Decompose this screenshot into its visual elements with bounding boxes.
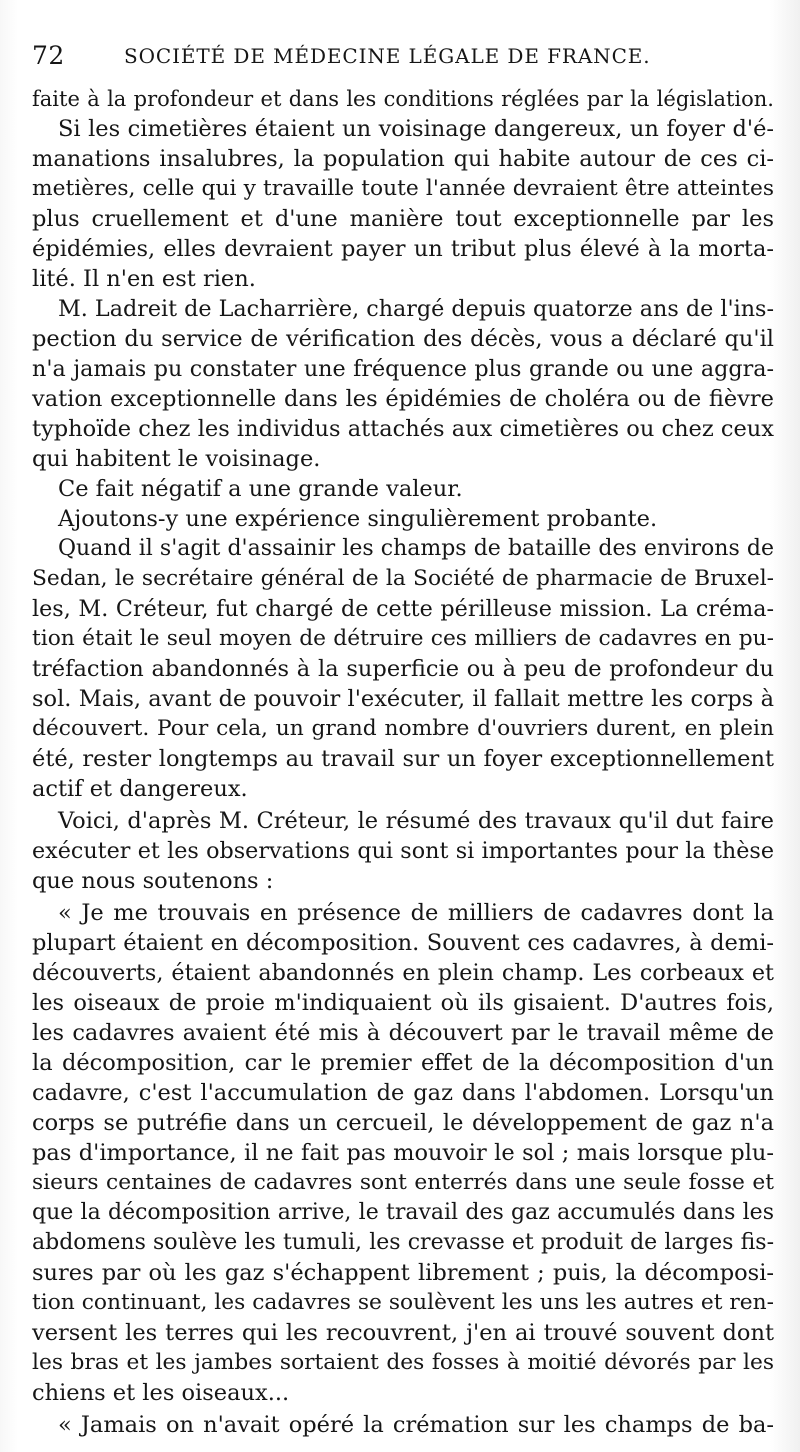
text-line: sol. Mais, avant de pouvoir l'exécuter, il fallait mettre les corps à bbox=[32, 686, 774, 712]
text-line: n'a jamais pu constater une fréquence plus grande ou une aggra- bbox=[32, 356, 774, 382]
quote-first-line: « Jamais on n'avait opéré la crémation sur les champs de ba- bbox=[58, 1412, 774, 1438]
running-head bbox=[32, 36, 772, 76]
quote-line: plupart étaient en décomposition. Souvent ces cadavres, à demi- bbox=[32, 930, 774, 956]
quote-line: pas d'importance, il ne fait pas mouvoir le sol ; mais lorsque plu- bbox=[32, 1140, 774, 1166]
text-line: tréfaction abandonnés à la superficie ou à peu de profondeur du bbox=[32, 656, 774, 682]
text-line: tion était le seul moyen de détruire ces milliers de cadavres en pu- bbox=[32, 626, 774, 651]
text-line: plus cruellement et d'une manière tout exceptionnelle par les bbox=[32, 206, 774, 232]
quote-line: sieurs centaines de cadavres sont enterrés dans une seule fosse et bbox=[32, 1170, 774, 1195]
quote-line: que la décomposition arrive, le travail des gaz accumulés dans les bbox=[32, 1200, 774, 1225]
paragraph-first-line: Quand il s'agit d'assainir les champs de bataille des environs de bbox=[58, 536, 774, 561]
quote-line: les bras et les jambes sortaient des fosses à moitié dévorés par les bbox=[32, 1350, 774, 1375]
quote-line: abdomens soulève les tumuli, les crevasse et produit de larges fis- bbox=[32, 1230, 774, 1255]
paragraph-first-line: Voici, d'après M. Créteur, le résumé des travaux qu'il dut faire bbox=[58, 808, 774, 834]
quote-first-line: « Je me trouvais en présence de milliers de cadavres dont la bbox=[58, 900, 774, 926]
quote-line: la décomposition, car le premier effet de la décomposition d'un bbox=[32, 1050, 774, 1076]
text-line: typhoïde chez les individus attachés aux cimetières ou chez ceux bbox=[32, 416, 774, 442]
paragraph-last-line: actif et dangereux. bbox=[32, 776, 248, 802]
quote-line: découverts, étaient abandonnés en plein champ. Les corbeaux et bbox=[32, 960, 774, 986]
text-line: manations insalubres, la population qui habite autour de ces ci- bbox=[32, 146, 774, 172]
text-line: été, rester longtemps au travail sur un foyer exceptionnellement bbox=[32, 746, 774, 772]
page-number: 72 bbox=[32, 41, 65, 70]
paragraph-first-line: Si les cimetières étaient un voisinage dangereux, un foyer d'é- bbox=[58, 116, 774, 142]
quote-line: corps se putréfie dans un cercueil, le développement de gaz n'a bbox=[32, 1110, 774, 1136]
quote-line: les oiseaux de proie m'indiquaient où ils gisaient. D'autres fois, bbox=[32, 990, 774, 1016]
text-line: exécuter et les observations qui sont si importantes pour la thèse bbox=[32, 838, 774, 864]
text-line: épidémies, elles devraient payer un tribut plus élevé à la morta- bbox=[32, 236, 774, 262]
text-line: faite à la profondeur et dans les conditions réglées par la législation. bbox=[32, 87, 774, 111]
quote-line: tion continuant, les cadavres se soulèvent les uns les autres et ren- bbox=[32, 1290, 774, 1315]
quote-line: cadavre, c'est l'accumulation de gaz dans l'abdomen. Lorsqu'un bbox=[32, 1080, 774, 1106]
quote-line: sures par où les gaz s'échappent librement ; puis, la décomposi- bbox=[32, 1260, 774, 1286]
text-line: vation exceptionnelle dans les épidémies de choléra ou de fièvre bbox=[32, 386, 774, 412]
paragraph-single-line: Ajoutons-y une expérience singulièrement probante. bbox=[58, 506, 658, 532]
paragraph-single-line: Ce fait négatif a une grande valeur. bbox=[58, 476, 463, 502]
running-title: SOCIÉTÉ DE MÉDECINE LÉGALE DE FRANCE. bbox=[124, 44, 651, 68]
paragraph-last-line: lité. Il n'en est rien. bbox=[32, 266, 256, 292]
text-line: découvert. Pour cela, un grand nombre d'ouvriers durent, en plein bbox=[32, 716, 774, 741]
text-line: Sedan, le secrétaire général de la Société de pharmacie de Bruxel- bbox=[32, 566, 774, 591]
text-line: les, M. Créteur, fut chargé de cette périlleuse mission. La créma- bbox=[32, 596, 774, 622]
quote-line: les cadavres avaient été mis à découvert par le travail même de bbox=[32, 1020, 774, 1046]
body-text bbox=[32, 84, 774, 1440]
paragraph-last-line: qui habitent le voisinage. bbox=[32, 446, 321, 472]
paragraph-first-line: M. Ladreit de Lacharrière, chargé depuis quatorze ans de l'ins- bbox=[58, 296, 774, 322]
quote-last-line: chiens et les oiseaux... bbox=[32, 1380, 290, 1406]
text-line: pection du service de vérification des décès, vous a déclaré qu'il bbox=[32, 326, 774, 352]
quote-line: versent les terres qui les recouvrent, j'en ai trouvé souvent dont bbox=[32, 1320, 774, 1346]
paragraph-last-line: que nous soutenons : bbox=[32, 868, 274, 894]
text-line: metières, celle qui y travaille toute l'année devraient être atteintes bbox=[32, 176, 774, 201]
